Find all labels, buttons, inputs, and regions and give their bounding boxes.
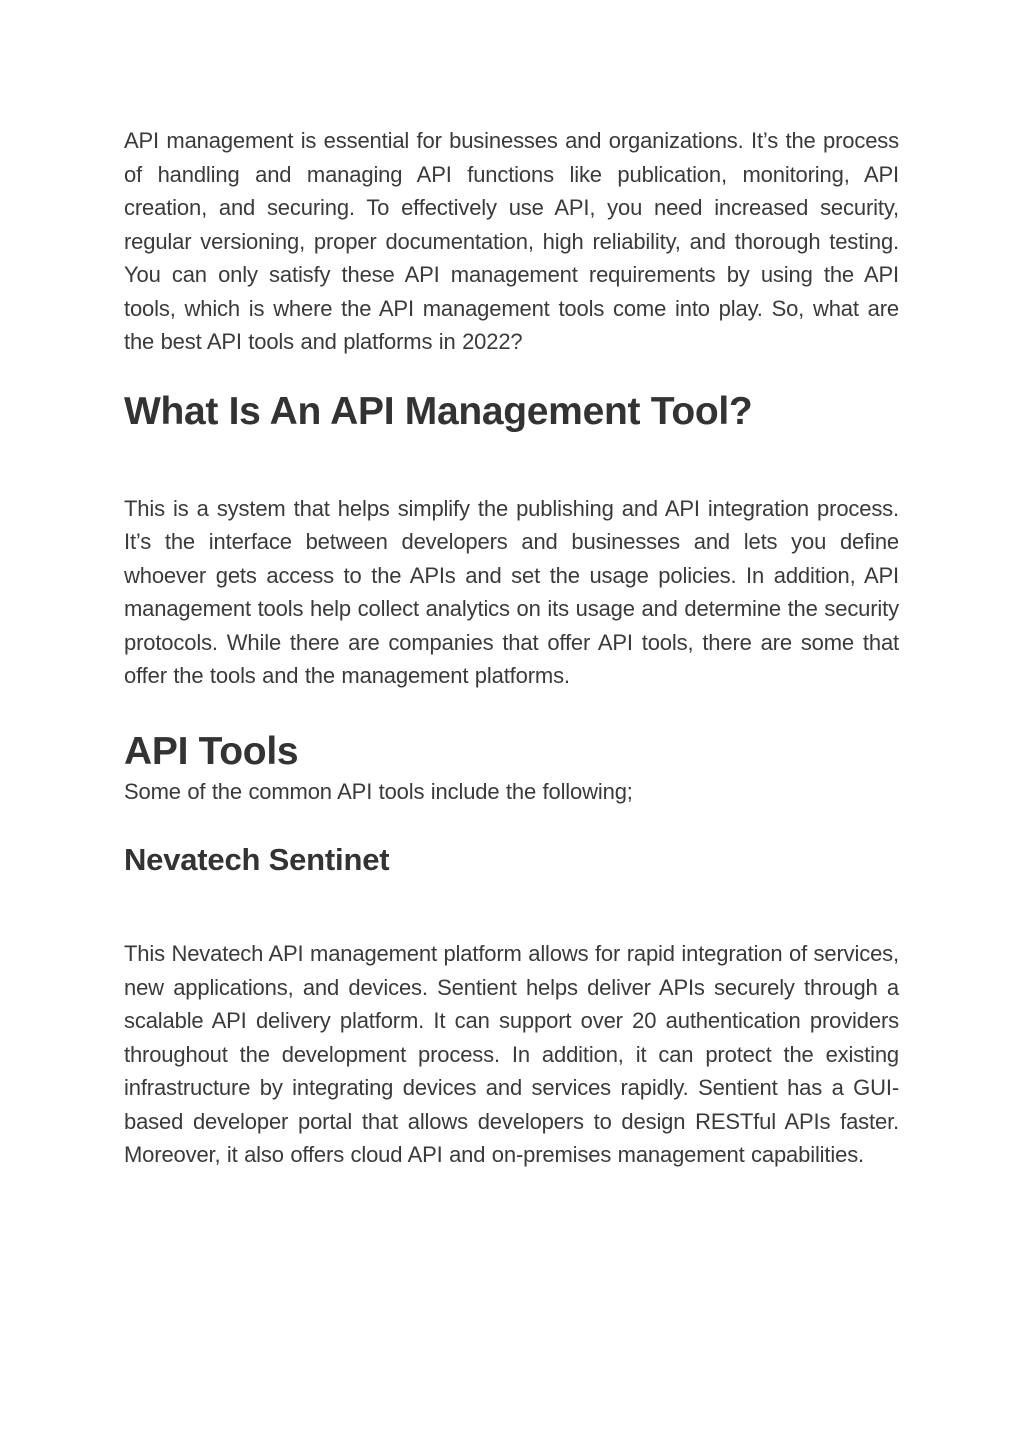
heading-api-tools: API Tools [124,729,299,773]
intro-paragraph: API management is essential for businesses and organizations. It’s the process of handling and managing API functions like publication, monitoring, API creation, and securing. To effectively use API, you need increased security, regular versioning, proper documentation, high reliability, and thorough testing. You can only satisfy these API management requirements by using the API tools, which is where the API management tools come into play. So, what are the best API tools and platforms in 2022? [124,128,899,354]
heading-nevatech-sentinet: Nevatech Sentinet [124,842,390,877]
heading-what-is-api-management-tool: What Is An API Management Tool? [124,389,753,433]
nevatech-paragraph: This Nevatech API management platform allows for rapid integration of services, new applications, and devices. Sentient helps deliver APIs securely through a scalable API delivery platform. It can support over 20 authentication providers throughout the development process. In addition, it can protect the existing infrastructure by integrating devices and services rapidly. Sentient has a GUI-based developer portal that allows developers to design RESTful APIs faster. Moreover, it also offers cloud API and on-premises management capabilities. [124,941,899,1167]
document-page [124,124,899,1172]
definition-paragraph: This is a system that helps simplify the publishing and API integration process. It’s the interface between developers and businesses and lets you define whoever gets access to the APIs and set the usage policies. In addition, API management tools help collect analytics on its usage and determine the security protocols. While there are companies that offer API tools, there are some that offer the tools and the management platforms. [124,495,899,688]
api-tools-intro-paragraph: Some of the common API tools include the following; [124,778,633,804]
